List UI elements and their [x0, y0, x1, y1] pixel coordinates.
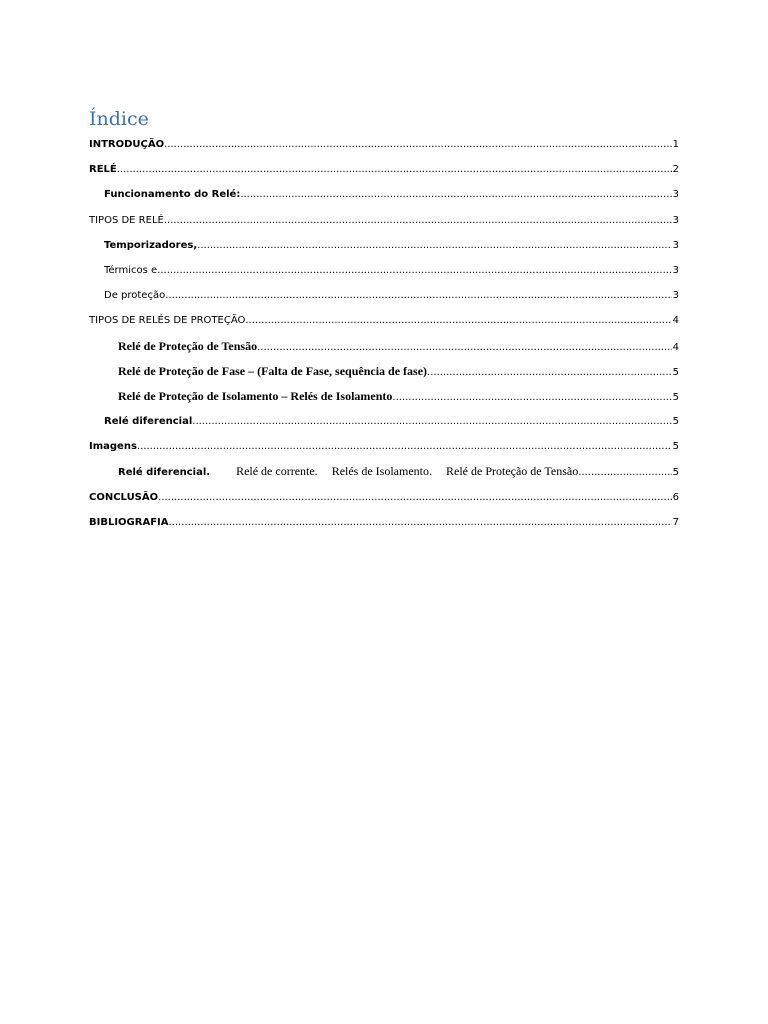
toc-entry-imagens[interactable]	[89, 434, 679, 459]
caption-rele-diferencial: Relé diferencial.	[118, 467, 211, 479]
toc-entry-bibliografia[interactable]	[89, 510, 679, 535]
toc-entry-label: TIPOS DE RELÉS DE PROTEÇÃO	[89, 315, 246, 327]
toc-entry-tipos-de-rele[interactable]	[89, 208, 679, 233]
toc-page-number: 1	[672, 139, 679, 150]
toc-entry-label: Relé de Proteção de Tensão	[118, 338, 258, 353]
toc-entry-label: BIBLIOGRAFIA	[89, 516, 169, 528]
toc-page-number: 3	[672, 239, 679, 251]
toc-page-number: 5	[672, 416, 679, 428]
toc-entry-rele-protecao-tensao[interactable]	[89, 334, 679, 359]
toc-dot-leader	[117, 157, 672, 182]
toc-dot-leader	[427, 360, 672, 384]
toc-entry-de-protecao[interactable]	[89, 283, 679, 308]
toc-entry-rele-protecao-fase[interactable]	[89, 359, 679, 384]
toc-page-number: 3	[672, 290, 679, 302]
toc-page-number: 5	[672, 391, 679, 403]
toc-dot-leader	[240, 182, 671, 207]
toc-page-number: 5	[672, 441, 679, 453]
toc-entry-label: Relé de Proteção de Isolamento – Relés de Isolamento	[118, 388, 393, 403]
toc-entry-label: Relé de Proteção de Fase – (Falta de Fase, sequência de fase)	[118, 363, 428, 378]
table-of-contents	[89, 132, 679, 535]
toc-title: Índice	[89, 108, 149, 130]
toc-entry-temporizadores[interactable]	[89, 233, 679, 258]
toc-entry-label: INTRODUÇÃO	[89, 139, 165, 150]
toc-dot-leader	[257, 335, 672, 359]
toc-dot-leader	[392, 385, 671, 409]
toc-page-number: 3	[672, 189, 679, 201]
toc-dot-leader	[164, 208, 672, 233]
caption-reles-de-isolamento: Relés de Isolamento.	[331, 464, 432, 479]
toc-page-number: 6	[672, 491, 679, 503]
toc-dot-leader	[164, 132, 672, 157]
toc-page-number: 5	[672, 467, 679, 479]
toc-entry-label: De proteção	[104, 290, 166, 302]
caption-rele-protecao-tensao: Relé de Proteção de Tensão	[446, 464, 579, 479]
toc-page-number: 3	[672, 264, 679, 276]
toc-page-number: 5	[672, 366, 679, 378]
toc-page-number: 2	[672, 164, 679, 176]
toc-dot-leader	[245, 308, 671, 333]
toc-entry-label: Térmicos e	[104, 264, 158, 276]
toc-dot-leader	[157, 258, 671, 283]
caption-rele-de-corrente: Relé de corrente.	[236, 464, 318, 479]
toc-dot-leader	[137, 434, 672, 459]
toc-entry-label: TIPOS DE RELÉ	[89, 214, 164, 226]
toc-dot-leader	[169, 510, 672, 535]
toc-page-number: 4	[672, 315, 679, 327]
toc-entry-rele[interactable]	[89, 157, 679, 182]
toc-entry-image-captions[interactable]	[89, 459, 679, 484]
toc-entry-label: CONCLUSÃO	[89, 491, 159, 503]
toc-entry-label: Temporizadores,	[104, 239, 198, 251]
toc-entry-rele-diferencial[interactable]	[89, 409, 679, 434]
toc-dot-leader	[192, 409, 671, 434]
toc-dot-leader	[158, 485, 671, 510]
toc-entry-rele-protecao-isolamento[interactable]	[89, 384, 679, 409]
toc-entry-funcionamento-do-rele[interactable]	[89, 182, 679, 207]
toc-entry-termicos[interactable]	[89, 258, 679, 283]
toc-entry-label: Funcionamento do Relé:	[104, 189, 241, 201]
toc-entry-tipos-de-reles-de-protecao[interactable]	[89, 308, 679, 333]
toc-entry-label: Relé diferencial	[104, 416, 193, 428]
toc-page-number: 4	[672, 341, 679, 353]
toc-page-number: 3	[672, 214, 679, 226]
toc-entry-label: Imagens	[89, 441, 137, 453]
toc-page-number: 7	[672, 516, 679, 528]
toc-dot-leader	[578, 460, 671, 484]
toc-dot-leader	[165, 283, 671, 308]
toc-entry-introducao[interactable]	[89, 132, 679, 157]
toc-entry-label: RELÉ	[89, 164, 117, 176]
toc-entry-label	[118, 459, 578, 484]
toc-entry-conclusao[interactable]	[89, 485, 679, 510]
toc-dot-leader	[197, 233, 671, 258]
